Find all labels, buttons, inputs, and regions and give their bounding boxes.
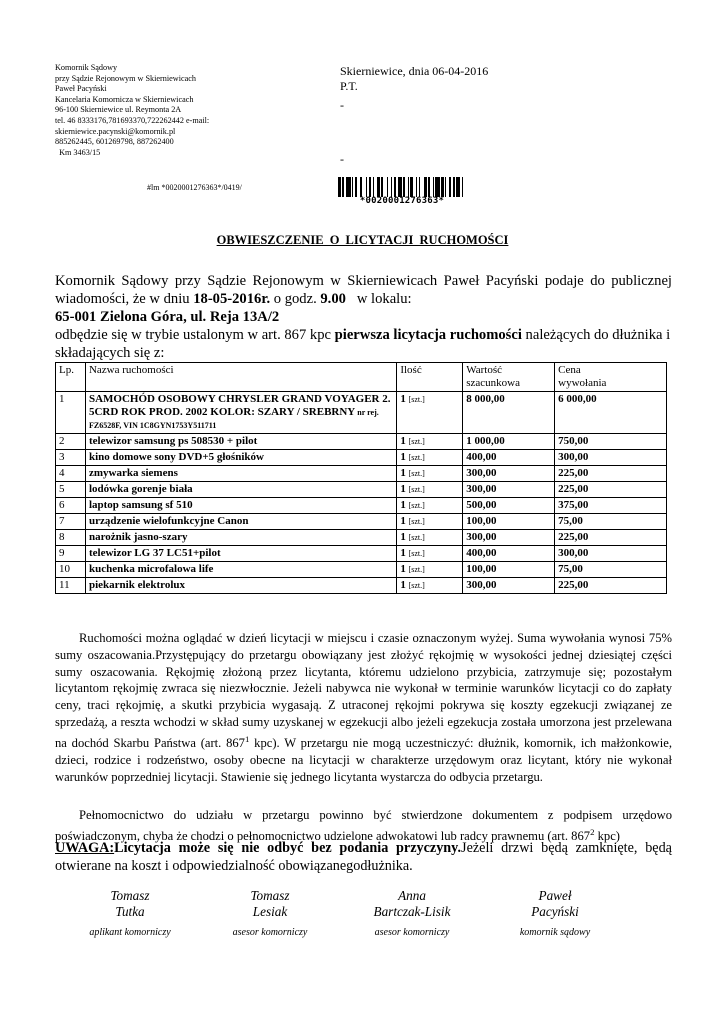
recipient-dash: - xyxy=(340,152,344,166)
address-text: 65-001 Zielona Góra, ul. Reja 13A/2 xyxy=(55,309,280,325)
row-name xyxy=(85,466,396,482)
signature-last-name: Pacyński xyxy=(531,904,579,919)
header-line: 96-100 Skierniewice ul. Reymonta 2A xyxy=(55,105,182,115)
proxy-text-part: kpc) xyxy=(594,828,620,843)
signature-first-name: Anna xyxy=(398,888,426,903)
signature-last-name: Lesiak xyxy=(252,904,288,919)
row-price: 225,00 xyxy=(555,530,667,546)
pt-label: P.T. xyxy=(340,79,358,93)
header-line: Komornik Sądowy xyxy=(55,63,118,72)
row-name xyxy=(85,392,396,434)
row-price: 375,00 xyxy=(555,498,667,514)
row-name xyxy=(85,546,396,562)
row-lp: 5 xyxy=(56,482,86,498)
qty-number: 1 xyxy=(400,547,406,559)
barcode-bar xyxy=(463,177,466,197)
header-price xyxy=(555,363,667,392)
table-row xyxy=(56,392,667,434)
row-lp: 10 xyxy=(56,562,86,578)
table-row xyxy=(56,514,667,530)
item-name: telewizor LG 37 LC51+pilot xyxy=(88,547,221,559)
qty-unit: [szt.] xyxy=(408,549,425,558)
row-qty xyxy=(397,562,463,578)
items-table xyxy=(55,362,667,594)
item-name: piekarnik elektrolux xyxy=(88,579,186,591)
row-qty xyxy=(397,392,463,434)
warning-bold: Licytacja może się nie odbyć bez podania przyczyny. xyxy=(114,840,462,856)
row-qty xyxy=(397,578,463,594)
place-date: Skierniewice, dnia 06-04-2016 xyxy=(340,64,489,78)
signature-last-name: Tutka xyxy=(115,904,145,919)
row-qty xyxy=(397,530,463,546)
row-qty xyxy=(397,434,463,450)
item-name: SAMOCHÓD OSOBOWY CHRYSLER GRAND VOYAGER 2. 5CRD ROK PROD. 2002 KOLOR: SZARY / SREBRNY xyxy=(88,393,391,418)
row-lp: 9 xyxy=(56,546,86,562)
header-value-line: szacunkowa xyxy=(466,377,520,389)
table-row xyxy=(56,498,667,514)
table-row xyxy=(56,578,667,594)
qty-unit: [szt.] xyxy=(408,517,425,526)
table-row xyxy=(56,450,667,466)
qty-number: 1 xyxy=(400,579,406,591)
header-qty: Ilość xyxy=(397,363,463,392)
qty-number: 1 xyxy=(400,393,406,405)
row-qty xyxy=(397,466,463,482)
row-value: 100,00 xyxy=(463,514,555,530)
row-lp: 2 xyxy=(56,434,86,450)
row-qty xyxy=(397,482,463,498)
row-name xyxy=(85,578,396,594)
intro-line xyxy=(55,290,672,308)
row-price: 225,00 xyxy=(555,466,667,482)
item-name: urządzenie wielofunkcyjne Canon xyxy=(88,515,249,527)
signature-last-name: Bartczak-Lisik xyxy=(373,904,451,919)
qty-unit: [szt.] xyxy=(408,485,425,494)
document-title: OBWIESZCZENIE O LICYTACJI RUCHOMOŚCI xyxy=(216,233,509,247)
row-value: 500,00 xyxy=(463,498,555,514)
item-name: zmywarka siemens xyxy=(88,467,178,479)
signature-block xyxy=(200,888,340,941)
row-value: 300,00 xyxy=(463,578,555,594)
header-name: Nazwa ruchomości xyxy=(85,363,396,392)
row-value: 400,00 xyxy=(463,546,555,562)
auction-date: 18-05-2016r. xyxy=(193,291,271,307)
item-name: lodówka gorenje biała xyxy=(88,483,193,495)
signature-role: komornik sądowy xyxy=(519,927,591,938)
recipient-dash: - xyxy=(340,98,344,112)
intro-line: składających się z: xyxy=(55,345,165,361)
intro-paragraph xyxy=(55,272,672,362)
row-price: 300,00 xyxy=(555,546,667,562)
signature-block xyxy=(60,888,200,941)
signature-first-name: Paweł xyxy=(538,888,572,903)
header-line: skierniewice.pacynski@komornik.pl xyxy=(55,126,176,136)
qty-number: 1 xyxy=(400,499,406,511)
intro-text: należących do dłużnika i xyxy=(521,327,671,343)
qty-unit: [szt.] xyxy=(408,453,425,462)
qty-number: 1 xyxy=(400,451,406,463)
header-value-line: Wartość xyxy=(466,364,502,376)
terms-text xyxy=(55,630,672,785)
row-value: 300,00 xyxy=(463,466,555,482)
table-row xyxy=(56,530,667,546)
auction-type: pierwsza licytacja ruchomości xyxy=(334,327,522,343)
qty-unit: [szt.] xyxy=(408,581,425,590)
header-line: 885262445, 601269798, 887262400 xyxy=(55,137,174,147)
warning-text xyxy=(55,840,672,875)
row-lp: 1 xyxy=(56,392,86,434)
intro-text: w lokalu: xyxy=(345,291,412,307)
header-line: tel. 46 8333176,781693370,722262442 e-mail: xyxy=(55,115,210,125)
row-name xyxy=(85,450,396,466)
item-name: telewizor samsung ps 508530 + pilot xyxy=(88,435,258,447)
row-price: 300,00 xyxy=(555,450,667,466)
auction-address xyxy=(55,308,672,326)
header-line: Kancelaria Komornicza w Skierniewicach xyxy=(55,94,194,104)
row-name xyxy=(85,498,396,514)
row-qty xyxy=(397,546,463,562)
row-value: 100,00 xyxy=(463,562,555,578)
header-line: Paweł Pacyński xyxy=(55,84,107,94)
auction-time: 9.00 xyxy=(320,291,346,307)
header-price-line: wywołania xyxy=(558,377,607,389)
row-name xyxy=(85,562,396,578)
row-value: 400,00 xyxy=(463,450,555,466)
terms-paragraph xyxy=(55,630,672,785)
row-price: 75,00 xyxy=(555,514,667,530)
qty-number: 1 xyxy=(400,531,406,543)
table-row xyxy=(56,434,667,450)
intro-text: wiadomości, że w dniu xyxy=(55,291,194,307)
item-name: kuchenka microfalowa life xyxy=(88,563,214,575)
row-name xyxy=(85,434,396,450)
article-superscript: 2 xyxy=(590,826,595,837)
table-row xyxy=(56,562,667,578)
qty-unit: [szt.] xyxy=(408,533,425,542)
place-date-block xyxy=(340,64,488,94)
terms-text-part: Ruchomości można oglądać w dzień licytacji w miejscu i czasie oznaczonym wyżej. Suma wywołania wynosi 75% sumy oszacowania.Przystępujący do przetargu obowiązany jest złożyć rękojmię w wysokości jednej dziesiątej części sumy oszacowania. Rękojmię złożoną przez licytanta, któremu udzielono przybicia, zatrzymuje się; pozostałym licytantom rękojmię zwraca się niezwłocznie. Jeżeli nabywca nie wykonał w terminie warunków licytacji co do zapłaty ceny, traci rękojmię, a skutki przybicia wygasają. Z utraconej rękojmi pokrywa się koszty egzekucji związanej ze sprzedażą, a reszta wchodzi w skład sumy uzyskanej w egzekucji albo jeżeli egzekucja została umorzona jest przelewana na dochód Skarbu Państwa (art. 867 xyxy=(55,631,672,750)
row-value: 300,00 xyxy=(463,482,555,498)
header-price-line: Cena xyxy=(558,364,581,376)
warning-rest: Jeżeli drzwi będą zamknięte, będą otwierane na koszt i odpowiedzialność obowiązanegodłużnika. xyxy=(55,840,672,874)
table-row xyxy=(56,466,667,482)
qty-number: 1 xyxy=(400,515,406,527)
signature-first-name: Tomasz xyxy=(110,888,150,903)
qty-unit: [szt.] xyxy=(408,437,425,446)
qty-number: 1 xyxy=(400,563,406,575)
barcode-text: *0020001276363* xyxy=(359,196,445,206)
row-qty xyxy=(397,450,463,466)
header-line: Km 3463/15 xyxy=(55,147,101,157)
table-row xyxy=(56,482,667,498)
row-name xyxy=(85,530,396,546)
row-name xyxy=(85,482,396,498)
article-superscript: 1 xyxy=(244,733,250,744)
header-value xyxy=(463,363,555,392)
item-name: kino domowe sony DVD+5 głośników xyxy=(88,451,264,463)
row-price: 225,00 xyxy=(555,578,667,594)
row-value: 1 000,00 xyxy=(463,434,555,450)
barcode xyxy=(338,177,466,205)
row-lp: 4 xyxy=(56,466,86,482)
row-lp: 8 xyxy=(56,530,86,546)
row-price: 225,00 xyxy=(555,482,667,498)
qty-unit: [szt.] xyxy=(408,469,425,478)
row-price: 75,00 xyxy=(555,562,667,578)
table-header-row xyxy=(56,363,667,392)
intro-line: Komornik Sądowy przy Sądzie Rejonowym w Skierniewicach Paweł Pacyński podaje do publicznej xyxy=(55,273,672,289)
row-price: 750,00 xyxy=(555,434,667,450)
signature-role: asesor komorniczy xyxy=(232,927,308,938)
barcode-bars xyxy=(338,177,466,197)
row-name xyxy=(85,514,396,530)
intro-text: odbędzie się w trybie ustalonym w art. 867 kpc xyxy=(55,327,335,343)
intro-line xyxy=(55,326,672,344)
qty-number: 1 xyxy=(400,483,406,495)
table-row xyxy=(56,546,667,562)
item-extra: nr rej. FZ6528F, VIN 1C8GYN1753Y511711 xyxy=(88,408,379,430)
qty-number: 1 xyxy=(400,467,406,479)
header-lp: Lp. xyxy=(56,363,86,392)
signature-block xyxy=(342,888,482,941)
item-name: laptop samsung sf 510 xyxy=(88,499,193,511)
signature-block xyxy=(485,888,625,941)
row-value: 300,00 xyxy=(463,530,555,546)
header-line: przy Sądzie Rejonowym w Skierniewicach xyxy=(55,73,196,83)
row-lp: 11 xyxy=(56,578,86,594)
row-lp: 3 xyxy=(56,450,86,466)
signature-first-name: Tomasz xyxy=(250,888,290,903)
reference-number: #lm *0020001276363*/0419/ xyxy=(147,183,242,192)
row-lp: 6 xyxy=(56,498,86,514)
intro-text: o godz. xyxy=(270,291,321,307)
warning-label: UWAGA: xyxy=(55,840,115,856)
row-lp: 7 xyxy=(56,514,86,530)
row-value: 8 000,00 xyxy=(463,392,555,434)
row-qty xyxy=(397,514,463,530)
signature-role: asesor komorniczy xyxy=(374,927,450,938)
item-name: narożnik jasno-szary xyxy=(88,531,188,543)
proxy-text-part: Pełnomocnictwo do udziału w przetargu powinno być stwierdzone dokumentem z podpisem urzędowo poświadczonym, chyba że chodzi o pełnomocnictwo udzielone adwokatowi lub radcy prawnemu (art. 867 xyxy=(55,808,672,843)
terms-text-part: kpc). W przetargu nie mogą uczestniczyć: dłużnik, komornik, ich małżonkowie, dzieci, rodzice i rodzeństwo, osoby obecne na licytacji w charakterze urzędowym oraz licytant, który nie wykonał warunków poprzedniej licytacji. Stawienie się jednego licytanta wystarcza do odbycia przetargu. xyxy=(55,735,672,784)
row-price: 6 000,00 xyxy=(555,392,667,434)
qty-unit: [szt.] xyxy=(408,501,425,510)
qty-unit: [szt.] xyxy=(408,395,425,404)
warning-paragraph xyxy=(55,840,672,875)
qty-number: 1 xyxy=(400,435,406,447)
signature-role: aplikant komorniczy xyxy=(89,927,171,938)
qty-unit: [szt.] xyxy=(408,565,425,574)
bailiff-header xyxy=(55,63,209,158)
row-qty xyxy=(397,498,463,514)
